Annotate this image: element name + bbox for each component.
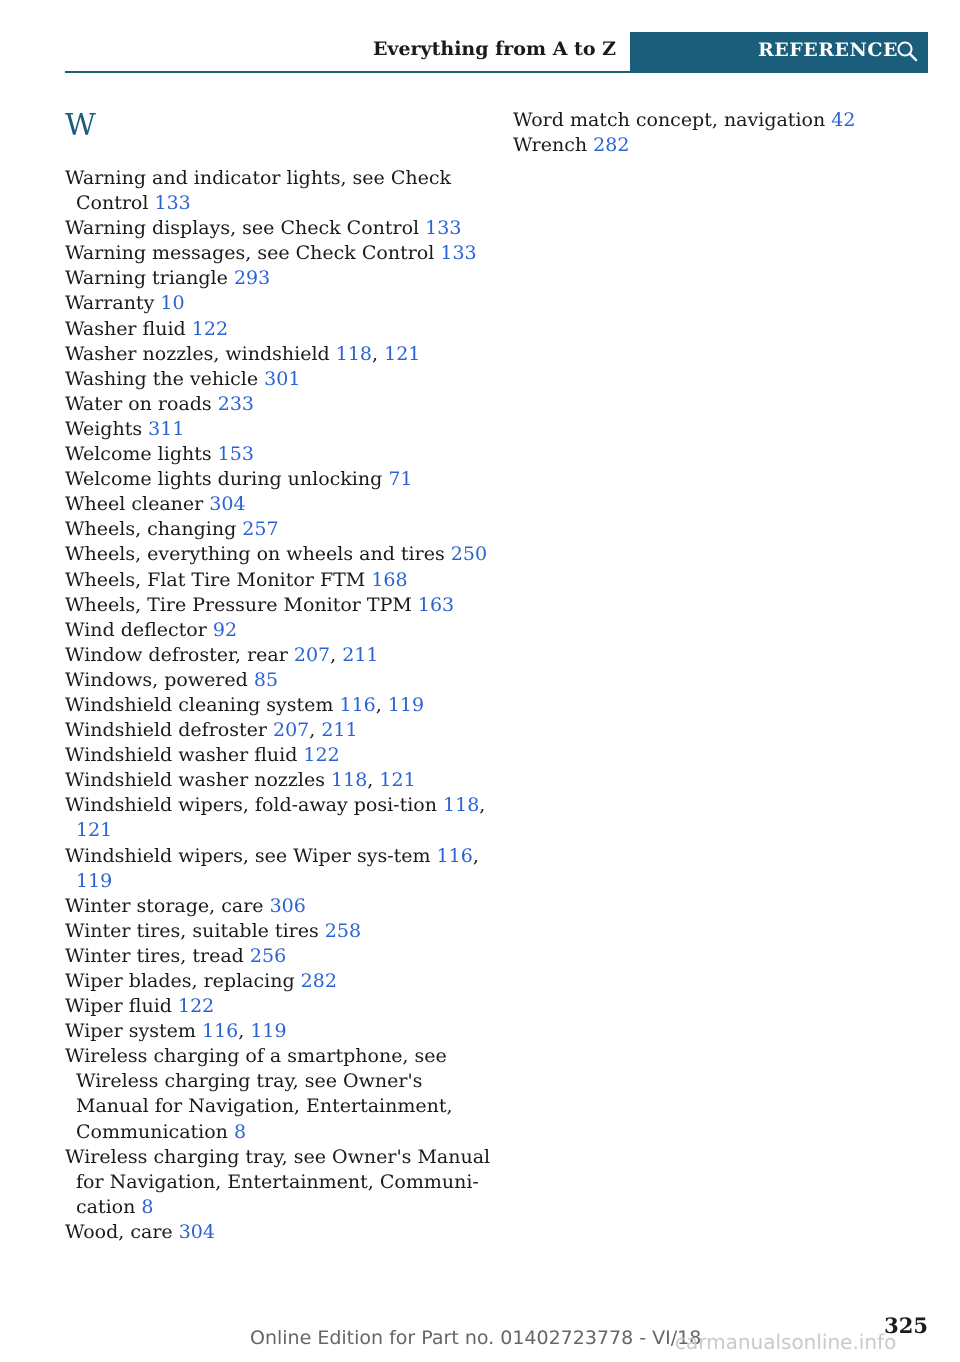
page-link[interactable]: 207 xyxy=(272,719,310,742)
index-entry-term: Wiper blades, replacing xyxy=(65,970,295,992)
section-label: REFERENCE xyxy=(758,39,898,61)
page-link[interactable]: 250 xyxy=(450,543,488,566)
page-link[interactable]: 211 xyxy=(321,719,358,742)
index-entry xyxy=(65,994,495,1019)
index-entry xyxy=(65,568,495,593)
index-entry xyxy=(513,133,933,158)
index-entry-term: Wheels, everything on wheels and tires xyxy=(65,543,445,566)
index-entry xyxy=(65,1220,495,1245)
page-link[interactable]: 122 xyxy=(191,317,229,340)
index-entry-term: Welcome lights during unlocking xyxy=(65,468,383,491)
index-entry xyxy=(65,894,495,919)
page-link[interactable]: 85 xyxy=(253,668,279,691)
page-link[interactable]: 119 xyxy=(76,869,113,892)
page-link[interactable]: 118 xyxy=(335,342,373,365)
page-link[interactable]: 92 xyxy=(212,618,238,641)
page-link[interactable]: 282 xyxy=(593,134,630,157)
page-link[interactable]: 163 xyxy=(417,593,455,616)
index-entry-term: Wind deflector xyxy=(65,618,207,641)
page-link[interactable]: 10 xyxy=(160,292,185,315)
index-entry xyxy=(65,593,495,618)
index-entry-term: Wireless charging of a smartphone, see Wireless charging tray, see Owner's Manual for Navigation, Entertainment, Communication xyxy=(65,1045,453,1143)
header-title: Everything from A to Z xyxy=(372,38,616,60)
index-entry xyxy=(65,668,495,693)
page-link[interactable]: 168 xyxy=(371,568,408,591)
index-entry xyxy=(65,216,495,241)
index-entry xyxy=(65,944,495,969)
page-link[interactable]: 304 xyxy=(178,1220,215,1243)
index-entry xyxy=(65,618,495,643)
page-link[interactable]: 153 xyxy=(217,443,254,466)
page-link[interactable]: 207 xyxy=(293,643,331,666)
index-entry xyxy=(65,417,495,442)
page-link[interactable]: 121 xyxy=(384,342,421,365)
index-entry xyxy=(65,166,495,216)
index-entry xyxy=(65,266,495,291)
index-entry-term: Wireless charging tray, see Owner's Manual for Navigation, Entertainment, Communi-cation xyxy=(65,1145,491,1218)
search-icon[interactable] xyxy=(896,40,918,62)
page-link[interactable]: 233 xyxy=(217,392,254,415)
index-entry: Windshield washer nozzles 118, 121 xyxy=(65,769,416,792)
footer-edition: Online Edition for Part no. 01402723778 - VI/18 xyxy=(250,1327,702,1349)
page-link[interactable]: 116 xyxy=(436,844,473,867)
index-entry-term: Windshield washer nozzles xyxy=(65,769,325,792)
index-entry: Windshield cleaning system 116, 119 xyxy=(65,693,425,716)
index-entry xyxy=(65,542,495,567)
index-entry-term: Wheel cleaner xyxy=(65,493,204,516)
index-entry xyxy=(65,969,495,994)
index-entry-term: Water on roads xyxy=(65,392,212,415)
page-link[interactable]: 211 xyxy=(342,643,379,666)
page-link[interactable]: 304 xyxy=(209,493,246,516)
index-entry-term: Winter tires, tread xyxy=(65,944,244,967)
index-entry xyxy=(65,291,495,316)
page-link[interactable]: 311 xyxy=(148,417,185,440)
index-entry-term: Windshield wipers, fold-away posi-tion xyxy=(65,794,437,817)
index-entry xyxy=(65,467,495,492)
page-link[interactable]: 133 xyxy=(440,242,477,265)
page-link[interactable]: 301 xyxy=(264,367,301,390)
index-column-left xyxy=(65,108,495,1245)
index-entry: Washer nozzles, windshield 118, 121 xyxy=(65,342,421,365)
page-link[interactable]: 306 xyxy=(269,894,306,917)
index-entry-term: Wiper fluid xyxy=(65,995,172,1018)
index-entry-term: Window defroster, rear xyxy=(65,643,288,666)
page-header xyxy=(65,32,928,73)
index-entry-term: Wiper system xyxy=(65,1020,196,1043)
index-entry-term: Washing the vehicle xyxy=(65,367,259,390)
page-number: 325 xyxy=(884,1313,928,1338)
index-entry-term: Warning and indicator lights, see Check Control xyxy=(65,167,451,215)
index-list-right xyxy=(513,108,933,158)
page-link[interactable]: 121 xyxy=(76,819,113,842)
index-entry: Windshield wipers, see Wiper sys-tem 116, 119 xyxy=(65,844,479,892)
watermark-text: carmanualsonline.info xyxy=(675,1330,897,1354)
index-entry xyxy=(65,517,495,542)
index-entry xyxy=(65,442,495,467)
index-entry-term: Wheels, changing xyxy=(65,518,237,541)
page-link[interactable]: 121 xyxy=(379,769,416,792)
index-entry-term: Warranty xyxy=(65,292,155,315)
index-entry: Window defroster, rear 207, 211 xyxy=(65,643,379,666)
index-entry-term: Windshield cleaning system xyxy=(65,693,334,716)
index-entry xyxy=(65,367,495,392)
index-entry-term: Windows, powered xyxy=(65,668,248,691)
page-link[interactable]: 42 xyxy=(831,109,856,131)
index-entry: Windshield defroster 207, 211 xyxy=(65,719,358,742)
index-entry-term: Windshield washer fluid xyxy=(65,744,298,767)
index-entry xyxy=(65,317,495,342)
index-entry xyxy=(65,492,495,517)
page-link[interactable]: 257 xyxy=(242,518,279,541)
index-entry-term: Warning displays, see Check Control xyxy=(65,217,420,240)
index-entry xyxy=(65,1145,495,1220)
section-tab[interactable] xyxy=(630,32,928,71)
index-entry-term: Weights xyxy=(65,417,143,440)
index-entry: Wiper system 116, 119 xyxy=(65,1020,287,1043)
page-link[interactable]: 116 xyxy=(201,1020,239,1043)
page-link[interactable]: 116 xyxy=(339,693,376,716)
page-link[interactable]: 282 xyxy=(300,970,337,992)
page-link[interactable]: 118 xyxy=(331,769,368,792)
page-link[interactable]: 133 xyxy=(154,192,191,215)
index-entry-term: Wrench xyxy=(513,134,588,157)
page-link[interactable]: 258 xyxy=(324,919,362,942)
index-entry-term: Wood, care xyxy=(65,1220,173,1243)
index-entry xyxy=(65,392,495,417)
page-link[interactable]: 119 xyxy=(250,1020,287,1043)
page-link[interactable]: 8 xyxy=(233,1120,247,1143)
page-link[interactable]: 122 xyxy=(178,995,215,1018)
index-entry-term: Windshield wipers, see Wiper sys-tem xyxy=(65,844,431,867)
index-entry-term: Word match concept, navigation xyxy=(513,109,826,131)
index-entry-term: Washer fluid xyxy=(65,317,186,340)
index-entry xyxy=(65,743,495,768)
index-entry xyxy=(65,1044,495,1144)
index-entry-term: Wheels, Flat Tire Monitor FTM xyxy=(65,568,366,591)
page-link[interactable]: 293 xyxy=(233,267,271,290)
page-link[interactable]: 256 xyxy=(249,944,287,967)
page-link[interactable]: 133 xyxy=(425,217,462,240)
index-entry xyxy=(513,108,933,133)
index-entry-term: Warning messages, see Check Control xyxy=(65,242,435,265)
index-entry xyxy=(65,241,495,266)
index-entry-term: Wheels, Tire Pressure Monitor TPM xyxy=(65,593,412,616)
index-entry-term: Winter storage, care xyxy=(65,894,264,917)
index-entry-term: Winter tires, suitable tires xyxy=(65,919,319,942)
index-entry-term: Warning triangle xyxy=(65,267,228,290)
page-link[interactable]: 118 xyxy=(443,794,480,817)
page-link[interactable]: 122 xyxy=(303,744,340,767)
page-link[interactable]: 119 xyxy=(387,693,425,716)
page-link[interactable]: 8 xyxy=(141,1195,154,1218)
index-entry-term: Washer nozzles, windshield xyxy=(65,342,330,365)
index-list-left xyxy=(65,166,495,1245)
index-letter-heading: W xyxy=(65,108,96,143)
index-column-right xyxy=(513,108,933,158)
index-entry xyxy=(65,919,495,944)
page-link[interactable]: 71 xyxy=(388,468,413,491)
index-entry: Windshield wipers, fold-away posi-tion 118, 121 xyxy=(65,794,486,842)
index-entry-term: Welcome lights xyxy=(65,443,212,466)
index-entry-term: Windshield defroster xyxy=(65,719,267,742)
